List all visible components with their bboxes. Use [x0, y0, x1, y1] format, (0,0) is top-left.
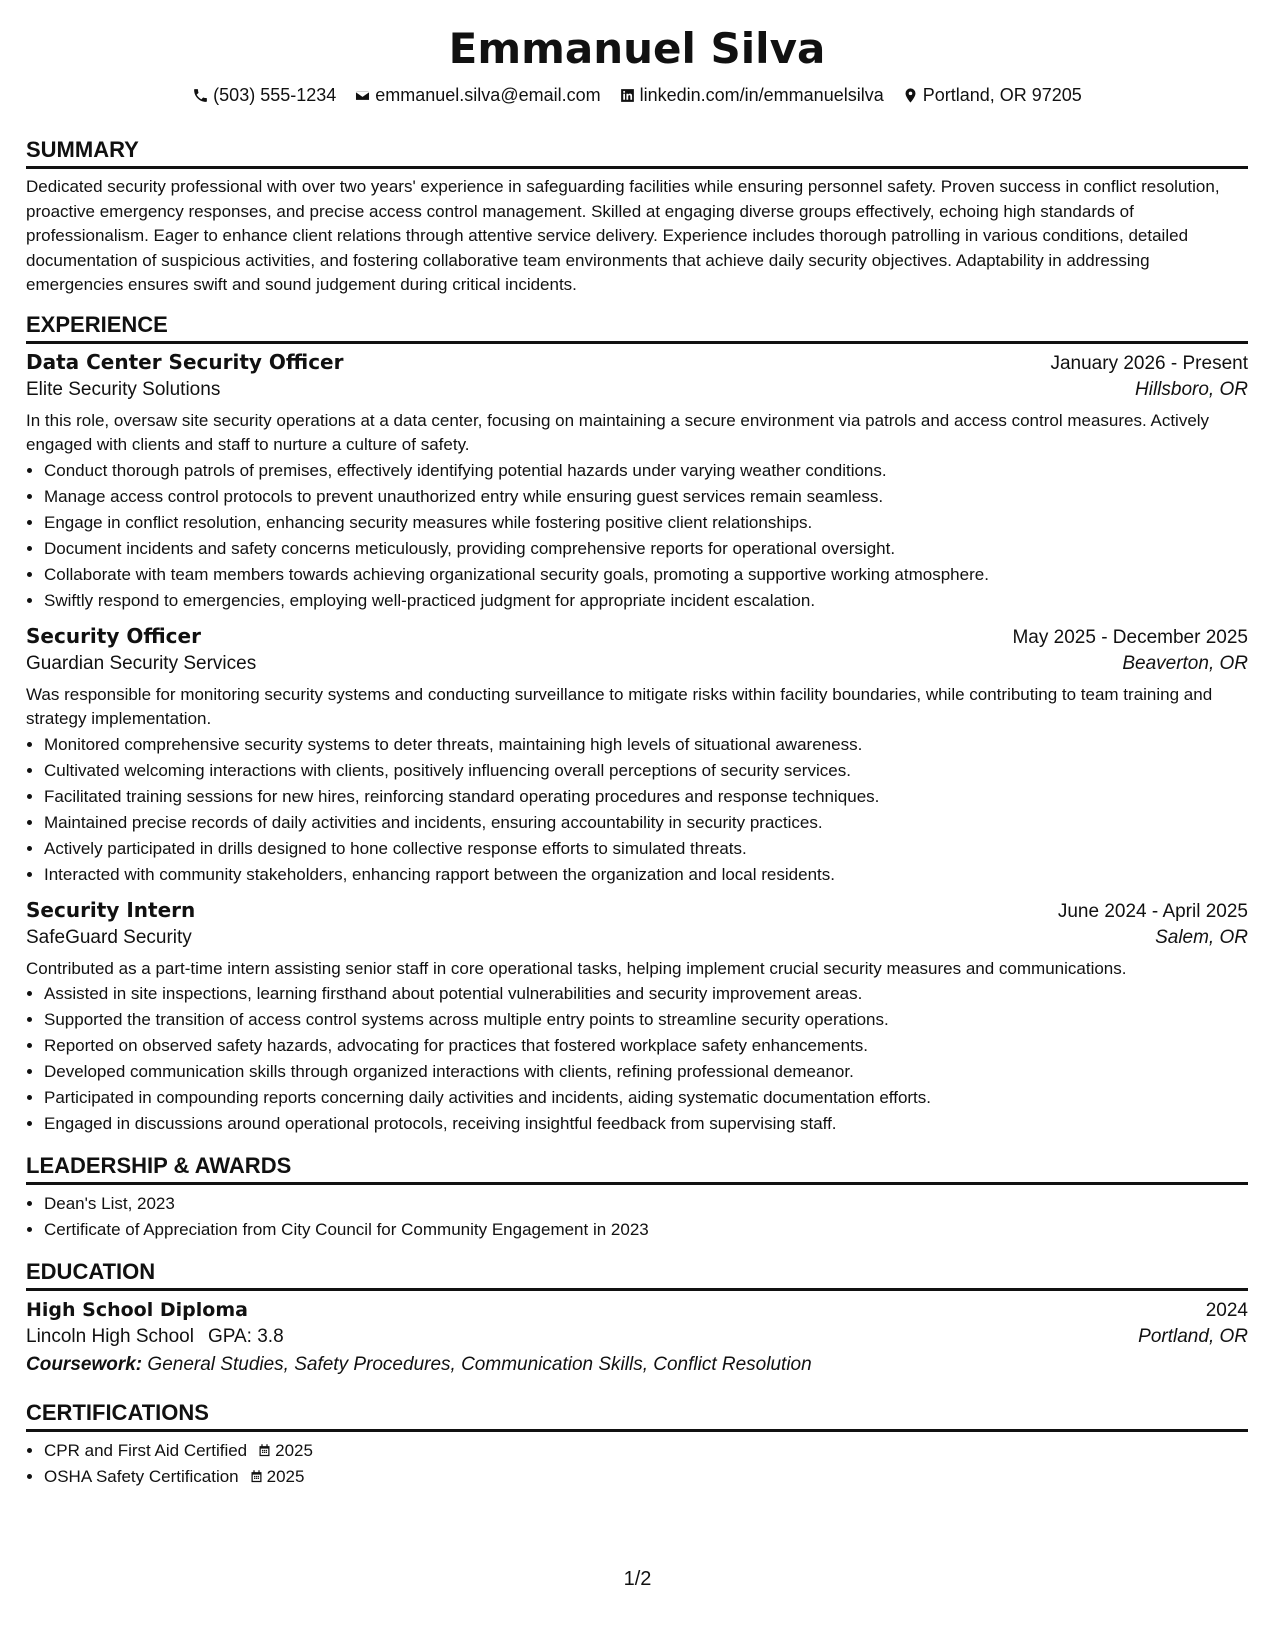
location-text: Portland, OR 97205 [922, 84, 1082, 105]
list-item: • Reported on observed safety hazards, advocating for practices that fostered workplace safety enhancements. [44, 1033, 1248, 1059]
contact-location [902, 85, 1082, 106]
phone-text: (503) 555-1234 [213, 84, 337, 105]
list-item [44, 1464, 1248, 1490]
calendar-icon [249, 1466, 264, 1481]
job-company: Elite Security Solutions [26, 378, 221, 400]
education-header [26, 1299, 1248, 1322]
leadership-list [26, 1191, 1248, 1243]
certification-name: CPR and First Aid Certified [44, 1441, 248, 1461]
map-pin-icon [902, 87, 919, 104]
job-location: Beaverton, OR [1122, 652, 1248, 674]
job-subheader [26, 927, 1248, 949]
list-item: • Participated in compounding reports concerning daily activities and incidents, aiding systematic documentation efforts. [44, 1085, 1248, 1111]
gpa: GPA: 3.8 [207, 1326, 284, 1348]
linkedin-icon [619, 87, 636, 104]
education-heading: EDUCATION [26, 1257, 1248, 1291]
list-item: • Document incidents and safety concerns meticulously, providing comprehensive reports for operational oversight. [44, 536, 1248, 562]
list-item: • Engaged in discussions around operational protocols, receiving insightful feedback from supervising staff. [44, 1111, 1248, 1137]
certification-year: 2025 [275, 1441, 313, 1461]
job-subheader [26, 653, 1248, 675]
certifications-section [26, 1398, 1248, 1490]
page-number: 1/2 [623, 1568, 652, 1590]
job-bullets [26, 458, 1248, 614]
summary-heading: SUMMARY [26, 135, 1248, 169]
experience-section [26, 310, 1248, 1138]
leadership-section [26, 1151, 1248, 1243]
school-name: Lincoln High School [26, 1326, 194, 1348]
job-description: Contributed as a part-time intern assisting senior staff in core operational tasks, helping implement crucial security measures and communications. [26, 958, 1127, 978]
list-item: • Certificate of Appreciation from City Council for Community Engagement in 2023 [44, 1217, 1248, 1243]
list-item: • Maintained precise records of daily activities and incidents, ensuring accountability in security practices. [44, 810, 1248, 836]
list-item: • Actively participated in drills designed to hone collective response efforts to simulated threats. [44, 836, 1248, 862]
job-location: Salem, OR [1155, 926, 1248, 948]
job-entry [26, 350, 1248, 614]
list-item: • Manage access control protocols to prevent unauthorized entry while ensuring guest services remain seamless. [44, 484, 1248, 510]
list-item: • Assisted in site inspections, learning firsthand about potential vulnerabilities and security improvement areas. [44, 981, 1248, 1007]
list-item: • Cultivated welcoming interactions with clients, positively influencing overall perceptions of security services. [44, 758, 1248, 784]
list-item: • Developed communication skills through organized interactions with clients, refining professional demeanor. [44, 1059, 1248, 1085]
list-item: • Monitored comprehensive security systems to deter threats, maintaining high levels of situational awareness. [44, 732, 1248, 758]
job-description: In this role, oversaw site security operations at a data center, focusing on maintaining a secure environment via patrols and access control measures. Actively engaged with clients and staff to nurture a culture of safety. [26, 410, 1210, 455]
contact-linkedin[interactable] [619, 85, 884, 106]
list-item: • Interacted with community stakeholders, enhancing rapport between the organization and local residents. [44, 862, 1248, 888]
job-company: Guardian Security Services [26, 652, 257, 674]
coursework-label: Coursework: [26, 1354, 143, 1376]
calendar-icon [257, 1440, 272, 1455]
job-title: Security Officer [26, 623, 201, 648]
experience-heading: EXPERIENCE [26, 310, 1248, 344]
linkedin-text[interactable]: linkedin.com/in/emmanuelsilva [639, 84, 884, 105]
list-item: • Conduct thorough patrols of premises, effectively identifying potential hazards under varying weather conditions. [44, 458, 1248, 484]
phone-icon [192, 87, 209, 104]
list-item [44, 1438, 1248, 1464]
job-bullets [26, 732, 1248, 888]
school-info [26, 1326, 284, 1348]
job-title: Security Intern [26, 897, 196, 922]
job-company: SafeGuard Security [26, 926, 192, 948]
job-dates: January 2026 - Present [1050, 352, 1248, 374]
list-item: • Facilitated training sessions for new hires, reinforcing standard operating procedures and response techniques. [44, 784, 1248, 810]
education-year: 2024 [1205, 1300, 1248, 1322]
job-subheader [26, 379, 1248, 401]
job-header [26, 898, 1248, 923]
coursework [26, 1354, 1248, 1376]
certifications-heading: CERTIFICATIONS [26, 1398, 1248, 1432]
summary-section [26, 135, 1248, 298]
coursework-list: General Studies, Safety Procedures, Communication Skills, Conflict Resolution [147, 1354, 812, 1376]
job-title: Data Center Security Officer [26, 349, 344, 374]
candidate-name: Emmanuel Silva [448, 24, 826, 73]
degree-title: High School Diploma [26, 1299, 248, 1322]
contact-email[interactable] [354, 85, 600, 106]
job-header [26, 624, 1248, 649]
education-subheader [26, 1326, 1248, 1348]
certifications-list [26, 1438, 1248, 1490]
resume-content [26, 0, 1248, 1490]
education-section [26, 1257, 1248, 1376]
list-item: • Collaborate with team members towards achieving organizational security goals, promoting a supportive working atmosphere. [44, 562, 1248, 588]
leadership-heading: LEADERSHIP & AWARDS [26, 1151, 1248, 1185]
list-item: • Swiftly respond to emergencies, employing well-practiced judgment for appropriate incident escalation. [44, 588, 1248, 614]
certification-year: 2025 [266, 1467, 305, 1487]
job-entry [26, 624, 1248, 888]
job-entry [26, 898, 1248, 1138]
contact-phone [192, 85, 336, 106]
email-text[interactable]: emmanuel.silva@email.com [375, 84, 601, 105]
job-bullets [26, 981, 1248, 1137]
list-item: • Dean's List, 2023 [44, 1191, 1248, 1217]
job-dates: May 2025 - December 2025 [1012, 626, 1248, 648]
school-location: Portland, OR [1138, 1326, 1248, 1348]
contact-bar [26, 83, 1248, 107]
job-header [26, 350, 1248, 375]
job-dates: June 2024 - April 2025 [1057, 900, 1248, 922]
summary-text: Dedicated security professional with over two years' experience in safeguarding facilities while ensuring personnel safety. Proven success in conflict resolution, proactive emergency responses, and precise access control management. Skilled at engaging diverse groups effectively, echoing high standards of professionalism. Eager to enhance client relations through attentive service delivery. Experience includes thorough patrolling in various conditions, detailed documentation of suspicious activities, and fostering collaborative team environments that achieve daily security objectives. Adaptability in addressing emergencies ensures swift and sound judgement during critical incidents. [26, 177, 1220, 295]
job-description: Was responsible for monitoring security systems and conducting surveillance to mitigate risks within facility boundaries, while contributing to team training and strategy implementation. [26, 684, 1213, 729]
certification-name: OSHA Safety Certification [44, 1467, 239, 1487]
job-location: Hillsboro, OR [1135, 378, 1248, 400]
envelope-icon [354, 87, 371, 104]
list-item: • Supported the transition of access control systems across multiple entry points to streamline security operations. [44, 1007, 1248, 1033]
list-item: • Engage in conflict resolution, enhancing security measures while fostering positive client relationships. [44, 510, 1248, 536]
